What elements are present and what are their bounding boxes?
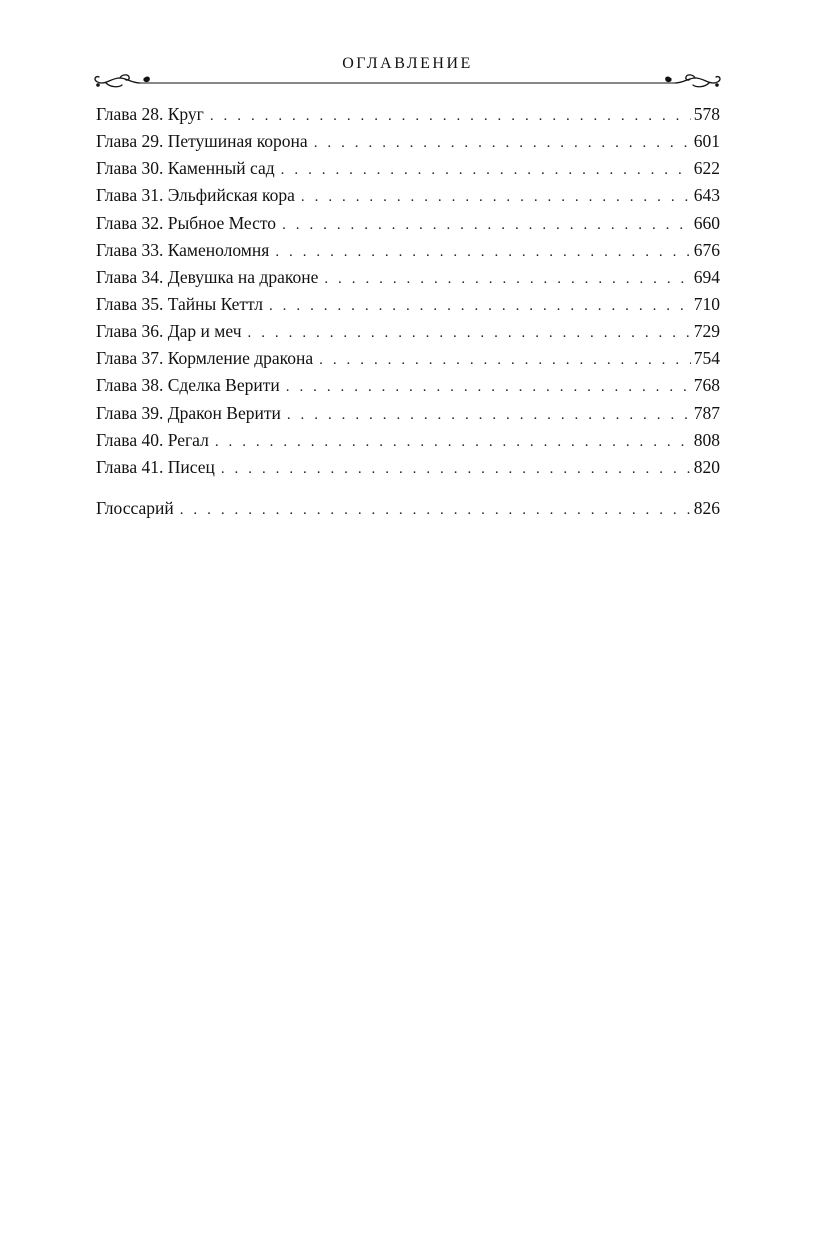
toc-entry-page: 808 [693, 429, 720, 450]
toc-entry-page: 820 [693, 456, 720, 477]
toc-entry[interactable] [96, 264, 720, 291]
toc-entry-page: 710 [693, 293, 720, 314]
toc-entry-page: 694 [693, 266, 720, 287]
toc-leader-dots [319, 347, 691, 374]
toc-leader-dots [210, 103, 691, 130]
toc-leader-dots [269, 293, 691, 320]
flourish-ornament-icon [95, 75, 149, 87]
page-header [92, 52, 723, 92]
page-title: ОГЛАВЛЕНИЕ [342, 55, 473, 72]
toc-entry-page: 754 [693, 348, 720, 369]
toc-entry-page: 643 [693, 185, 720, 206]
toc-entry-page: 729 [693, 321, 720, 342]
toc-entry-label: Глава 30. Каменный сад [96, 158, 275, 179]
toc-entry[interactable] [96, 182, 720, 209]
toc-entry[interactable] [96, 454, 720, 481]
toc-entry-label: Глава 32. Рыбное Место [96, 212, 277, 233]
toc-entry-label: Глава 39. Дракон Верити [96, 402, 281, 423]
toc-entry-page: 768 [693, 375, 720, 396]
toc-leader-dots [180, 497, 691, 524]
header-rule [92, 72, 723, 94]
toc-entry-page: 660 [693, 212, 720, 233]
toc-entry[interactable] [96, 318, 720, 345]
toc-entry-label: Глава 29. Петушиная корона [96, 131, 308, 152]
toc-entry[interactable] [96, 237, 720, 264]
toc-entry-label: Глава 37. Кормление дракона [96, 348, 314, 369]
toc-entry-page: 676 [693, 239, 720, 260]
flourish-ornament-icon [666, 75, 720, 87]
toc-entry[interactable] [96, 155, 720, 182]
toc-leader-dots [282, 212, 691, 239]
toc-entry[interactable] [96, 345, 720, 372]
toc-entry[interactable] [96, 427, 720, 454]
toc-entry-label: Глоссарий [96, 497, 174, 518]
toc-entry-label: Глава 34. Девушка на драконе [96, 266, 319, 287]
toc-entry-label: Глава 38. Сделка Верити [96, 375, 280, 396]
toc-entry-page: 826 [693, 497, 720, 518]
toc-leader-dots [287, 402, 691, 429]
toc-entry[interactable] [96, 291, 720, 318]
toc-entry-glossary[interactable] [96, 495, 720, 522]
table-of-contents [96, 101, 720, 522]
toc-leader-dots [314, 130, 691, 157]
toc-entry[interactable] [96, 101, 720, 128]
toc-section-gap [96, 481, 720, 495]
toc-entry-label: Глава 41. Писец [96, 456, 215, 477]
toc-leader-dots [215, 429, 691, 456]
toc-entry[interactable] [96, 372, 720, 399]
toc-leader-dots [301, 184, 691, 211]
toc-leader-dots [286, 374, 691, 401]
toc-entry-label: Глава 33. Каменоломня [96, 239, 270, 260]
toc-entry-label: Глава 36. Дар и меч [96, 321, 242, 342]
toc-entry-page: 578 [693, 104, 720, 124]
toc-entry[interactable] [96, 210, 720, 237]
toc-leader-dots [221, 456, 691, 483]
toc-entry-label: Глава 31. Эльфийская кора [96, 185, 295, 206]
toc-entry-label: Глава 28. Круг [96, 104, 204, 124]
toc-entry-page: 787 [693, 402, 720, 423]
toc-leader-dots [281, 157, 691, 184]
toc-entry-page: 622 [693, 158, 720, 179]
toc-entry[interactable] [96, 128, 720, 155]
toc-leader-dots [248, 320, 691, 347]
toc-leader-dots [324, 266, 690, 293]
toc-entry[interactable] [96, 400, 720, 427]
toc-leader-dots [275, 239, 690, 266]
toc-entry-label: Глава 35. Тайны Кеттл [96, 293, 263, 314]
toc-entry-page: 601 [693, 131, 720, 152]
toc-entry-label: Глава 40. Регал [96, 429, 209, 450]
